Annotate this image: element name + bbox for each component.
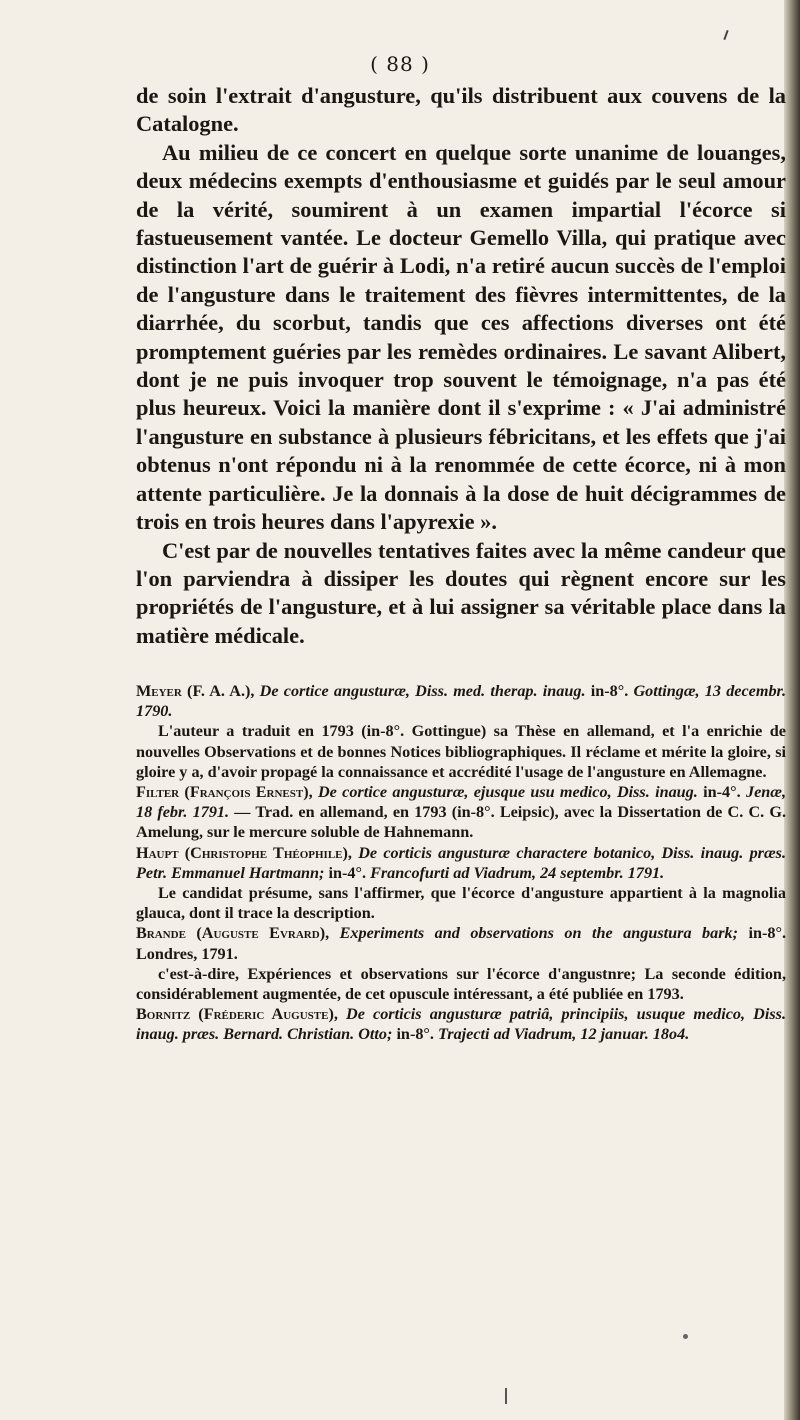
page-number: ( 88 ) (370, 52, 430, 76)
print-mark (723, 30, 728, 40)
main-text (136, 82, 786, 650)
entry-comment: — Trad. en allemand, en 1793 (in-8°. Leipsic), avec la Dissertation de C. C. G. Amelung, sur le mercure soluble de Hahnemann. (136, 803, 786, 842)
entry-comment: Le candidat présume, sans l'affirmer, que l'écorce d'angusture appartient à la magnolia glauca, dont il trace la description. (136, 884, 786, 923)
entry-title: Experiments and observations on the angustura bark; (339, 924, 739, 943)
entry-author: Brande (Auguste Evrard), (136, 924, 330, 943)
entry-comment: L'auteur a traduit en 1793 (in-8°. Gottingue) sa Thèse en allemand, et l'a enrichie de nouvelles Observations et de bonnes Notices bibliographiques. Il réclame et mérite la gloire, si gloire y a, d'avoir propagé la connaissance et accrédité l'usage de l'angusture en Allemagne. (136, 722, 786, 781)
entry-comment: c'est-à-dire, Expériences et observations sur l'écorce d'angustnre; La seconde édition, considérablement augmentée, de cet opuscule intéressant, a été publiée en 1793. (136, 964, 786, 1004)
entry-format: in-8°. (748, 924, 787, 943)
page-edge (784, 0, 800, 1420)
entry-format: in-8°. (590, 682, 629, 700)
paragraph: de soin l'extrait d'angusture, qu'ils distribuent aux couvens de la Catalogne. (136, 83, 786, 137)
entry-author: Meyer (F. A. A.), (136, 682, 255, 700)
entry-format: in-4°. (703, 783, 741, 802)
bibliography-entry (136, 1004, 786, 1044)
entry-author: Bornitz (Fréderic Auguste), (136, 1005, 338, 1024)
entry-title: De cortice angusturæ, ejusque usu medico, Diss. inaug. (317, 783, 698, 802)
paragraph: Au milieu de ce concert en quelque sorte unanime de louanges, deux médecins exempts d'enthousiasme et guidés par le seul amour de la vérité, soumirent à un examen impartial l'écorce si fastueusement vantée. Le docteur Gemello Villa, qui pratique avec distinction l'art de guérir à Lodi, n'a retiré aucun succès de l'emploi de l'angusture dans le traitement des fièvres intermittentes, de la diarrhée, du scorbut, tandis que ces affections diverses ont été promptement guéries par les remèdes ordinaires. Le savant Alibert, dont je ne puis invoquer trop souvent le témoignage, n'a pas été plus heureux. Voici la manière dont il s'exprime : « J'ai administré l'angusture en substance à plusieurs fébricitans, et les effets que j'ai obtenus n'ont répondu ni à la renommée de cette écorce, ni à mon attente particulière. Je la donnais à la dose de huit décigrammes de trois en trois heures dans l'apyrexie ». (136, 139, 786, 535)
entry-place-date: Londres, 1791. (136, 944, 238, 963)
entry-place-date: Jenæ, 18 febr. 1791. (136, 783, 786, 822)
entry-format: in-8°. (396, 1025, 434, 1044)
bibliography-entry (136, 782, 786, 843)
bibliography-entry (136, 681, 786, 782)
print-mark (505, 1388, 507, 1404)
entry-place-date: Francofurti ad Viadrum, 24 septembr. 1791. (370, 863, 665, 882)
entry-title: De corticis angusturæ patriâ, principiis, usuque medico, Diss. inaug. præs. Bernard. Christian. Otto; (136, 1005, 786, 1044)
entry-format: in-4°. (328, 863, 367, 882)
ink-spot (683, 1334, 688, 1339)
entry-author: Haupt (Christophe Théophile), (136, 843, 352, 862)
entry-title: De cortice angusturæ, Diss. med. therap. inaug. (259, 682, 586, 700)
bibliography-entry (136, 923, 786, 1004)
bibliography-notes (136, 681, 786, 1045)
bibliography-entry (136, 843, 786, 924)
paragraph: C'est par de nouvelles tentatives faites avec la même candeur que l'on parviendra à dissiper les doutes qui règnent encore sur les propriétés de l'angusture, et à lui assigner sa véritable place dans la matière médicale. (136, 537, 786, 648)
entry-title: De corticis angusturæ charactere botanico, Diss. inaug. præs. Petr. Emmanuel Hartmann; (136, 843, 786, 882)
entry-place-date: Gottingæ, 13 decembr. 1790. (136, 682, 786, 721)
entry-place-date: Trajecti ad Viadrum, 12 januar. 18o4. (438, 1025, 690, 1044)
entry-author: Filter (François Ernest), (136, 783, 313, 802)
